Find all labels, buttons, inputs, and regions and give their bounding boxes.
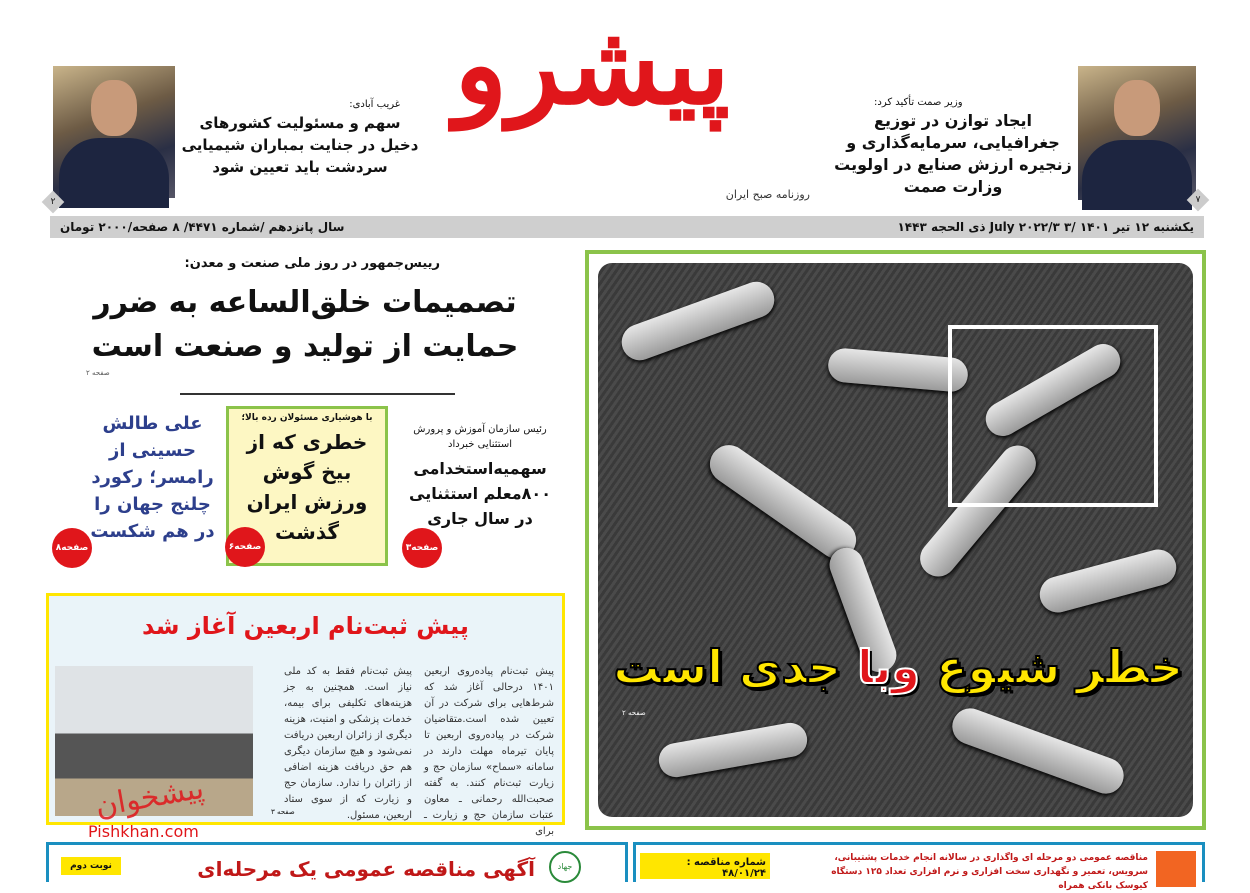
top-right-story[interactable] xyxy=(834,96,1072,198)
headline: خطری که از بیخ گوش ورزش ایران گذشت xyxy=(246,430,368,544)
page-ref: صفحه ۲ xyxy=(86,369,110,377)
headline: تصمیمات خلق‌الساعه به ضرر حمایت از تولید و صنعت است xyxy=(91,285,519,364)
main-feature-box[interactable] xyxy=(585,250,1206,830)
masthead-title: پیشرو xyxy=(454,0,730,129)
official-photo xyxy=(53,66,175,198)
top-left-story[interactable] xyxy=(180,98,420,178)
masthead-subtitle: روزنامه صبح ایران xyxy=(725,188,810,201)
page-ref: صفحه ۲ xyxy=(622,709,646,717)
ad-right[interactable] xyxy=(633,842,1205,891)
tender-number: شماره مناقصه : ۴۸/۰۱/۲۴ xyxy=(640,853,770,879)
kicker: رییس‌جمهور در روز ملی صنعت و معدن: xyxy=(184,256,440,271)
divider xyxy=(180,393,455,395)
page-ref-pill[interactable]: صفحه۳ xyxy=(402,528,442,568)
watermark-fa: پیشخوان xyxy=(92,770,207,825)
page-ref: صفحه ۳ xyxy=(271,808,295,816)
main-headline: خطر شیوع وبا جدی است xyxy=(613,640,1183,694)
arbaeen-title: پیش ثبت‌نام اربعین آغاز شد xyxy=(142,612,469,640)
ad-left[interactable] xyxy=(46,842,628,882)
watermark-en: Pishkhan.com xyxy=(88,822,199,841)
ad-left-title: آگهی مناقصه عمومی یک مرحله‌ای xyxy=(197,857,535,881)
teaser-record[interactable] xyxy=(85,410,220,545)
kicker: وزیر صمت تأکید کرد: xyxy=(874,97,963,108)
page-badge: ۲ xyxy=(42,191,65,214)
headline: سهمیه‌استخدامی ۸۰۰معلم استثنایی در سال جاری xyxy=(409,459,551,528)
dateline-bar xyxy=(50,216,1204,238)
headline: ایجاد توازن در توزیع جغرافیایی، سرمایه‌گذاری و زنجیره ارزش صنایع در اولویت وزارت صمت xyxy=(834,111,1072,196)
ad-logo-icon xyxy=(1156,851,1196,887)
headline: سهم و مسئولیت کشورهای دخیل در جنایت بمباران شیمیایی سردشت باید تعیین شود xyxy=(181,114,419,176)
issue-info: سال پانزدهم /شماره ۴۴۷۱/ ۸ صفحه/۲۰۰۰ تومان xyxy=(60,220,345,234)
minister-photo xyxy=(1078,66,1196,200)
lead-story[interactable] xyxy=(50,256,560,377)
kicker: با هوشیاری مسئولان رده بالا؛ xyxy=(241,413,373,423)
page-badge: ۷ xyxy=(1187,189,1210,212)
date: یکشنبه ۱۲ تیر ۱۴۰۱ /۳ July ۲۰۲۲/۳ ذی الحجه ۱۴۴۳ xyxy=(897,220,1194,234)
bacteria-sem-image xyxy=(598,263,1193,817)
ad-jahad-logo: جهاد xyxy=(549,851,581,883)
headline: علی طالش حسینی از رامسر؛ رکورد چلنج جهان را در هم شکست xyxy=(90,413,215,542)
round-label: نوبت دوم xyxy=(61,857,121,875)
highlight-frame xyxy=(948,325,1158,507)
arbaeen-col2: پیش ثبت‌نام فقط به کد ملی نیاز است. همچنین به جز هزینه‌های تکلیفی برای بیمه، خدمات پزشکی و امنیت، هزینه دیگری از زائران اربعین دریافت نمی‌شود و هیچ سازمان دیگری هم حق دریافت هزینه اضافی از زائران را ندارد. سازمان حج و زیارت که از سوی ستاد اربعین، مسئول. xyxy=(283,666,412,821)
page-ref-pill[interactable]: صفحه۸ xyxy=(52,528,92,568)
kicker: غریب آبادی: xyxy=(349,99,400,110)
kicker: رئیس سازمان آموزش و پرورش استثنایی خبرداد xyxy=(413,424,547,450)
arbaeen-col1: پیش ثبت‌نام پیاده‌روی اربعین ۱۴۰۱ درحالی آغاز شد که شرط‌هایی برای شرکت در آن تعیین شده است.متقاضیان شرکت در پیاده‌روی اربعین تا پایان تیرماه مهلت دارند در سامانه «سماح» سازمان حج و زیارت ثبت‌نام کنند. به گفته صحبت‌الله رحمانی ـ معاون عتبات سازمان حج و زیارت ـ برای xyxy=(424,666,554,837)
teaser-teachers[interactable] xyxy=(405,422,555,531)
page-ref-pill[interactable]: صفحه۶ xyxy=(225,527,265,567)
masthead-logo xyxy=(454,0,810,201)
ad-right-text: مناقصه عمومی دو مرحله ای واگذاری در سالانه انجام خدمات پشتیبانی، سرویس، تعمیر و نگهداری سخت افزاری و نرم افزاری تعداد ۱۲۵ دستگاه کیوسک بانکی همراه xyxy=(831,853,1148,891)
